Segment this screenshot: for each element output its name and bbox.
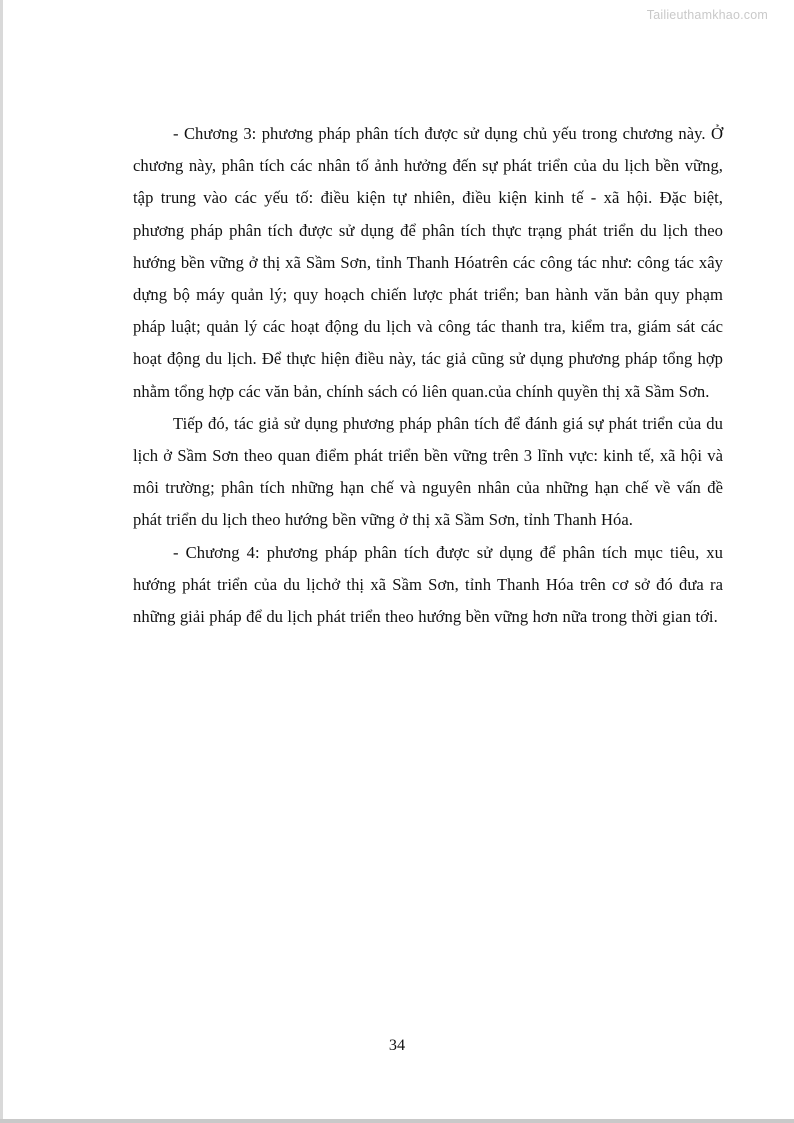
paragraph-chuong-4: - Chương 4: phương pháp phân tích được sử dụng để phân tích mục tiêu, xu hướng phát triển của du lịchở thị xã Sầm Sơn, tỉnh Thanh Hóa trên cơ sở đó đưa ra những giải pháp để du lịch phát triển theo hướng bền vững hơn nữa trong thời gian tới. <box>133 542 723 627</box>
watermark-text: Tailieuthamkhao.com <box>646 8 768 22</box>
document-body <box>133 118 723 633</box>
page-left-edge <box>0 0 3 1123</box>
paragraph-chuong-3: - Chương 3: phương pháp phân tích được sử dụng chủ yếu trong chương này. Ở chương này, phân tích các nhân tố ảnh hưởng đến sự phát triển của du lịch bền vững, tập trung vào các yếu tố: điều kiện tự nhiên, điều kiện kinh tế - xã hội. Đặc biệt, phương pháp phân tích được sử dụng để phân tích thực trạng phát triển du lịch theo hướng bền vững ở thị xã Sầm Sơn, tỉnh Thanh Hóatrên các công tác như: công tác xây dựng bộ máy quản lý; quy hoạch chiến lược phát triển; ban hành văn bản quy phạm pháp luật; quản lý các hoạt động du lịch và công tác thanh tra, kiểm tra, giám sát các hoạt động du lịch. Để thực hiện điều này, tác giả cũng sử dụng phương pháp tổng hợp nhằm tổng hợp các văn bản, chính sách có liên quan.của chính quyền thị xã Sầm Sơn. <box>133 124 723 401</box>
paragraph-tiep-do: Tiếp đó, tác giả sử dụng phương pháp phân tích để đánh giá sự phát triển của du lịch ở Sầm Sơn theo quan điểm phát triển bền vững trên 3 lĩnh vực: kinh tế, xã hội và môi trường; phân tích những hạn chế và nguyên nhân của những hạn chế về vấn đề phát triển du lịch theo hướng bền vững ở thị xã Sầm Sơn, tỉnh Thanh Hóa. <box>133 413 723 530</box>
page-bottom-edge <box>0 1119 794 1123</box>
page-number: 34 <box>388 1036 406 1054</box>
